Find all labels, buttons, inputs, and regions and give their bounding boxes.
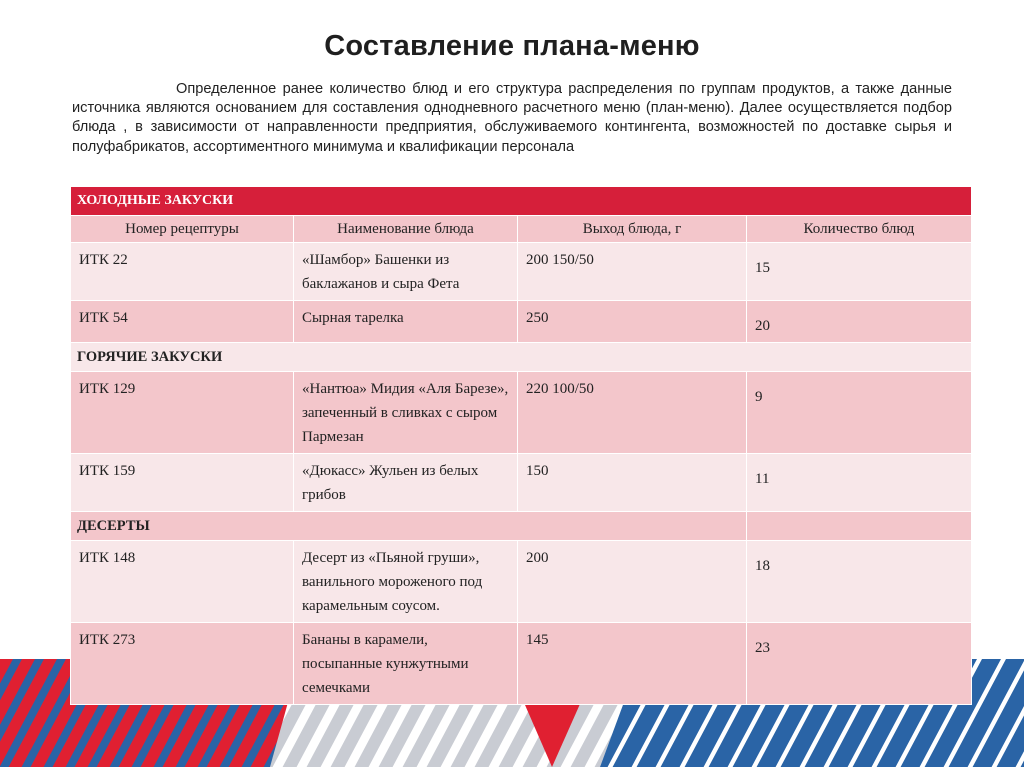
yield-cell: 200 150/50 [518, 243, 747, 301]
section-header-row [71, 187, 972, 216]
qty-cell: 23 [747, 623, 972, 705]
section-title-desserts: ДЕСЕРТЫ [71, 512, 747, 541]
slide-title: Составление плана-меню [324, 30, 700, 62]
dish-cell: «Дюкасс» Жульен из белых грибов [294, 454, 518, 512]
qty-cell: 11 [747, 454, 972, 512]
section-title-hot: ГОРЯЧИЕ ЗАКУСКИ [71, 343, 972, 372]
table-row [71, 541, 972, 623]
table-row [71, 372, 972, 454]
menu-plan-table [70, 186, 972, 705]
qty-cell: 15 [747, 243, 972, 301]
column-header-yield: Выход блюда, г [518, 216, 747, 243]
intro-text: Определенное ранее количество блюд и его структура распределения по группам продуктов, а также данные источника являются основанием для составления однодневного расчетного меню (план-меню). Далее осуществляется подбор блюда , в зависимости от направленности предприятия, обслуживаемого контингента, возможностей по доставке сырья и полуфабрикатов, ассортиментного минимума и квалификации персонала [72, 81, 952, 155]
dish-cell: Десерт из «Пьяной груши», ванильного мороженого под карамельным соусом. [294, 541, 518, 623]
recipe-cell: ИТК 54 [71, 301, 294, 343]
yield-cell: 150 [518, 454, 747, 512]
table-row [71, 454, 972, 512]
recipe-cell: ИТК 148 [71, 541, 294, 623]
section-title-cold: ХОЛОДНЫЕ ЗАКУСКИ [71, 187, 972, 216]
section-row-desserts [71, 512, 972, 541]
recipe-cell: ИТК 22 [71, 243, 294, 301]
qty-cell: 9 [747, 372, 972, 454]
recipe-cell: ИТК 129 [71, 372, 294, 454]
yield-cell: 200 [518, 541, 747, 623]
column-header-qty: Количество блюд [747, 216, 972, 243]
section-empty-cell [747, 512, 972, 541]
dish-cell: Бананы в карамели, посыпанные кунжутными семечками [294, 623, 518, 705]
qty-cell: 20 [747, 301, 972, 343]
column-header-dish: Наименование блюда [294, 216, 518, 243]
recipe-cell: ИТК 159 [71, 454, 294, 512]
recipe-cell: ИТК 273 [71, 623, 294, 705]
table-row [71, 243, 972, 301]
yield-cell: 250 [518, 301, 747, 343]
section-row-hot [71, 343, 972, 372]
yield-cell: 220 100/50 [518, 372, 747, 454]
intro-paragraph [72, 80, 952, 157]
dish-cell: Сырная тарелка [294, 301, 518, 343]
column-header-row [71, 216, 972, 243]
table-row [71, 301, 972, 343]
dish-cell: «Шамбор» Башенки из баклажанов и сыра Фета [294, 243, 518, 301]
column-header-recipe: Номер рецептуры [71, 216, 294, 243]
qty-cell: 18 [747, 541, 972, 623]
yield-cell: 145 [518, 623, 747, 705]
table-row [71, 623, 972, 705]
dish-cell: «Нантюа» Мидия «Аля Барезе», запеченный в сливках с сыром Пармезан [294, 372, 518, 454]
